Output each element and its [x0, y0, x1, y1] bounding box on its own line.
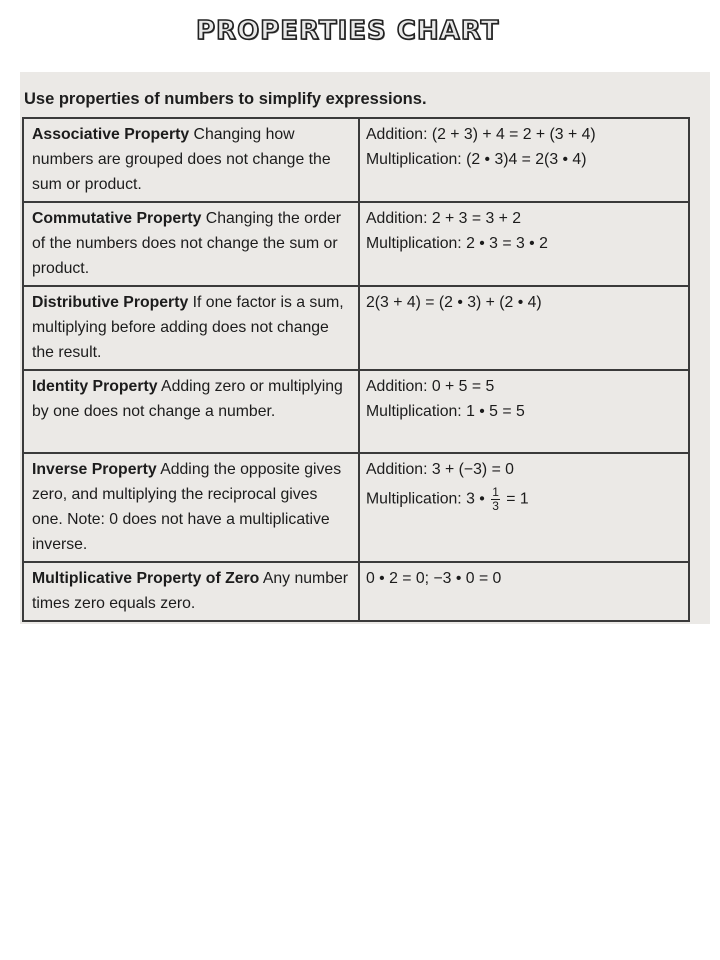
property-name: Identity Property [32, 378, 158, 395]
example-expression: 0 • 2 = 0; −3 • 0 = 0 [366, 570, 502, 587]
property-description: Adding zero or multiplying by one does not change a number. [32, 378, 343, 420]
example-addition: Addition: 3 + (−3) = 0 [366, 461, 514, 478]
property-description: Adding the opposite gives zero, and multiplying the reciprocal gives one. Note: 0 does not have a multiplicative inverse. [32, 461, 342, 553]
property-description-cell [23, 118, 359, 202]
property-description-cell [23, 370, 359, 453]
property-name: Inverse Property [32, 461, 157, 478]
fraction-denominator: 3 [492, 499, 499, 513]
table-row [23, 453, 689, 562]
property-name: Commutative Property [32, 210, 202, 227]
example-addition: Addition: 0 + 5 = 5 [366, 378, 495, 395]
property-example-cell [359, 202, 689, 286]
example-addition: Addition: (2 + 3) + 4 = 2 + (3 + 4) [366, 126, 596, 143]
table-row [23, 562, 689, 621]
example-multiplication-suffix: = 1 [506, 490, 529, 508]
table-row [23, 202, 689, 286]
property-description-cell [23, 453, 359, 562]
example-multiplication [366, 486, 680, 513]
property-name: Distributive Property [32, 294, 189, 311]
property-description-cell [23, 562, 359, 621]
example-multiplication-prefix: Multiplication: 3 • [366, 490, 485, 508]
property-name: Multiplicative Property of Zero [32, 570, 260, 587]
instruction-heading: Use properties of numbers to simplify expressions. [24, 90, 427, 108]
property-example-cell [359, 286, 689, 370]
textbook-scan [20, 72, 710, 624]
example-addition: Addition: 2 + 3 = 3 + 2 [366, 210, 522, 227]
property-example-cell [359, 453, 689, 562]
page-title: PROPERTIES CHART [196, 16, 500, 46]
example-multiplication: Multiplication: 1 • 5 = 5 [366, 403, 525, 420]
property-description: Changing the order of the numbers does not change the sum or product. [32, 210, 342, 277]
example-multiplication: Multiplication: (2 • 3)4 = 2(3 • 4) [366, 151, 587, 168]
fraction [491, 486, 500, 513]
table-row [23, 286, 689, 370]
property-description: If one factor is a sum, multiplying before adding does not change the result. [32, 294, 344, 361]
table-row [23, 118, 689, 202]
property-description: Any number times zero equals zero. [32, 570, 349, 612]
property-example-cell [359, 370, 689, 453]
property-description-cell [23, 286, 359, 370]
example-multiplication: Multiplication: 2 • 3 = 3 • 2 [366, 235, 548, 252]
fraction-numerator: 1 [492, 485, 499, 499]
property-example-cell [359, 118, 689, 202]
example-expression: 2(3 + 4) = (2 • 3) + (2 • 4) [366, 294, 542, 311]
table-row [23, 370, 689, 453]
property-description-cell [23, 202, 359, 286]
property-name: Associative Property [32, 126, 190, 143]
properties-table [22, 117, 690, 622]
property-example-cell [359, 562, 689, 621]
property-description: Changing how numbers are grouped does not change the sum or product. [32, 126, 331, 193]
